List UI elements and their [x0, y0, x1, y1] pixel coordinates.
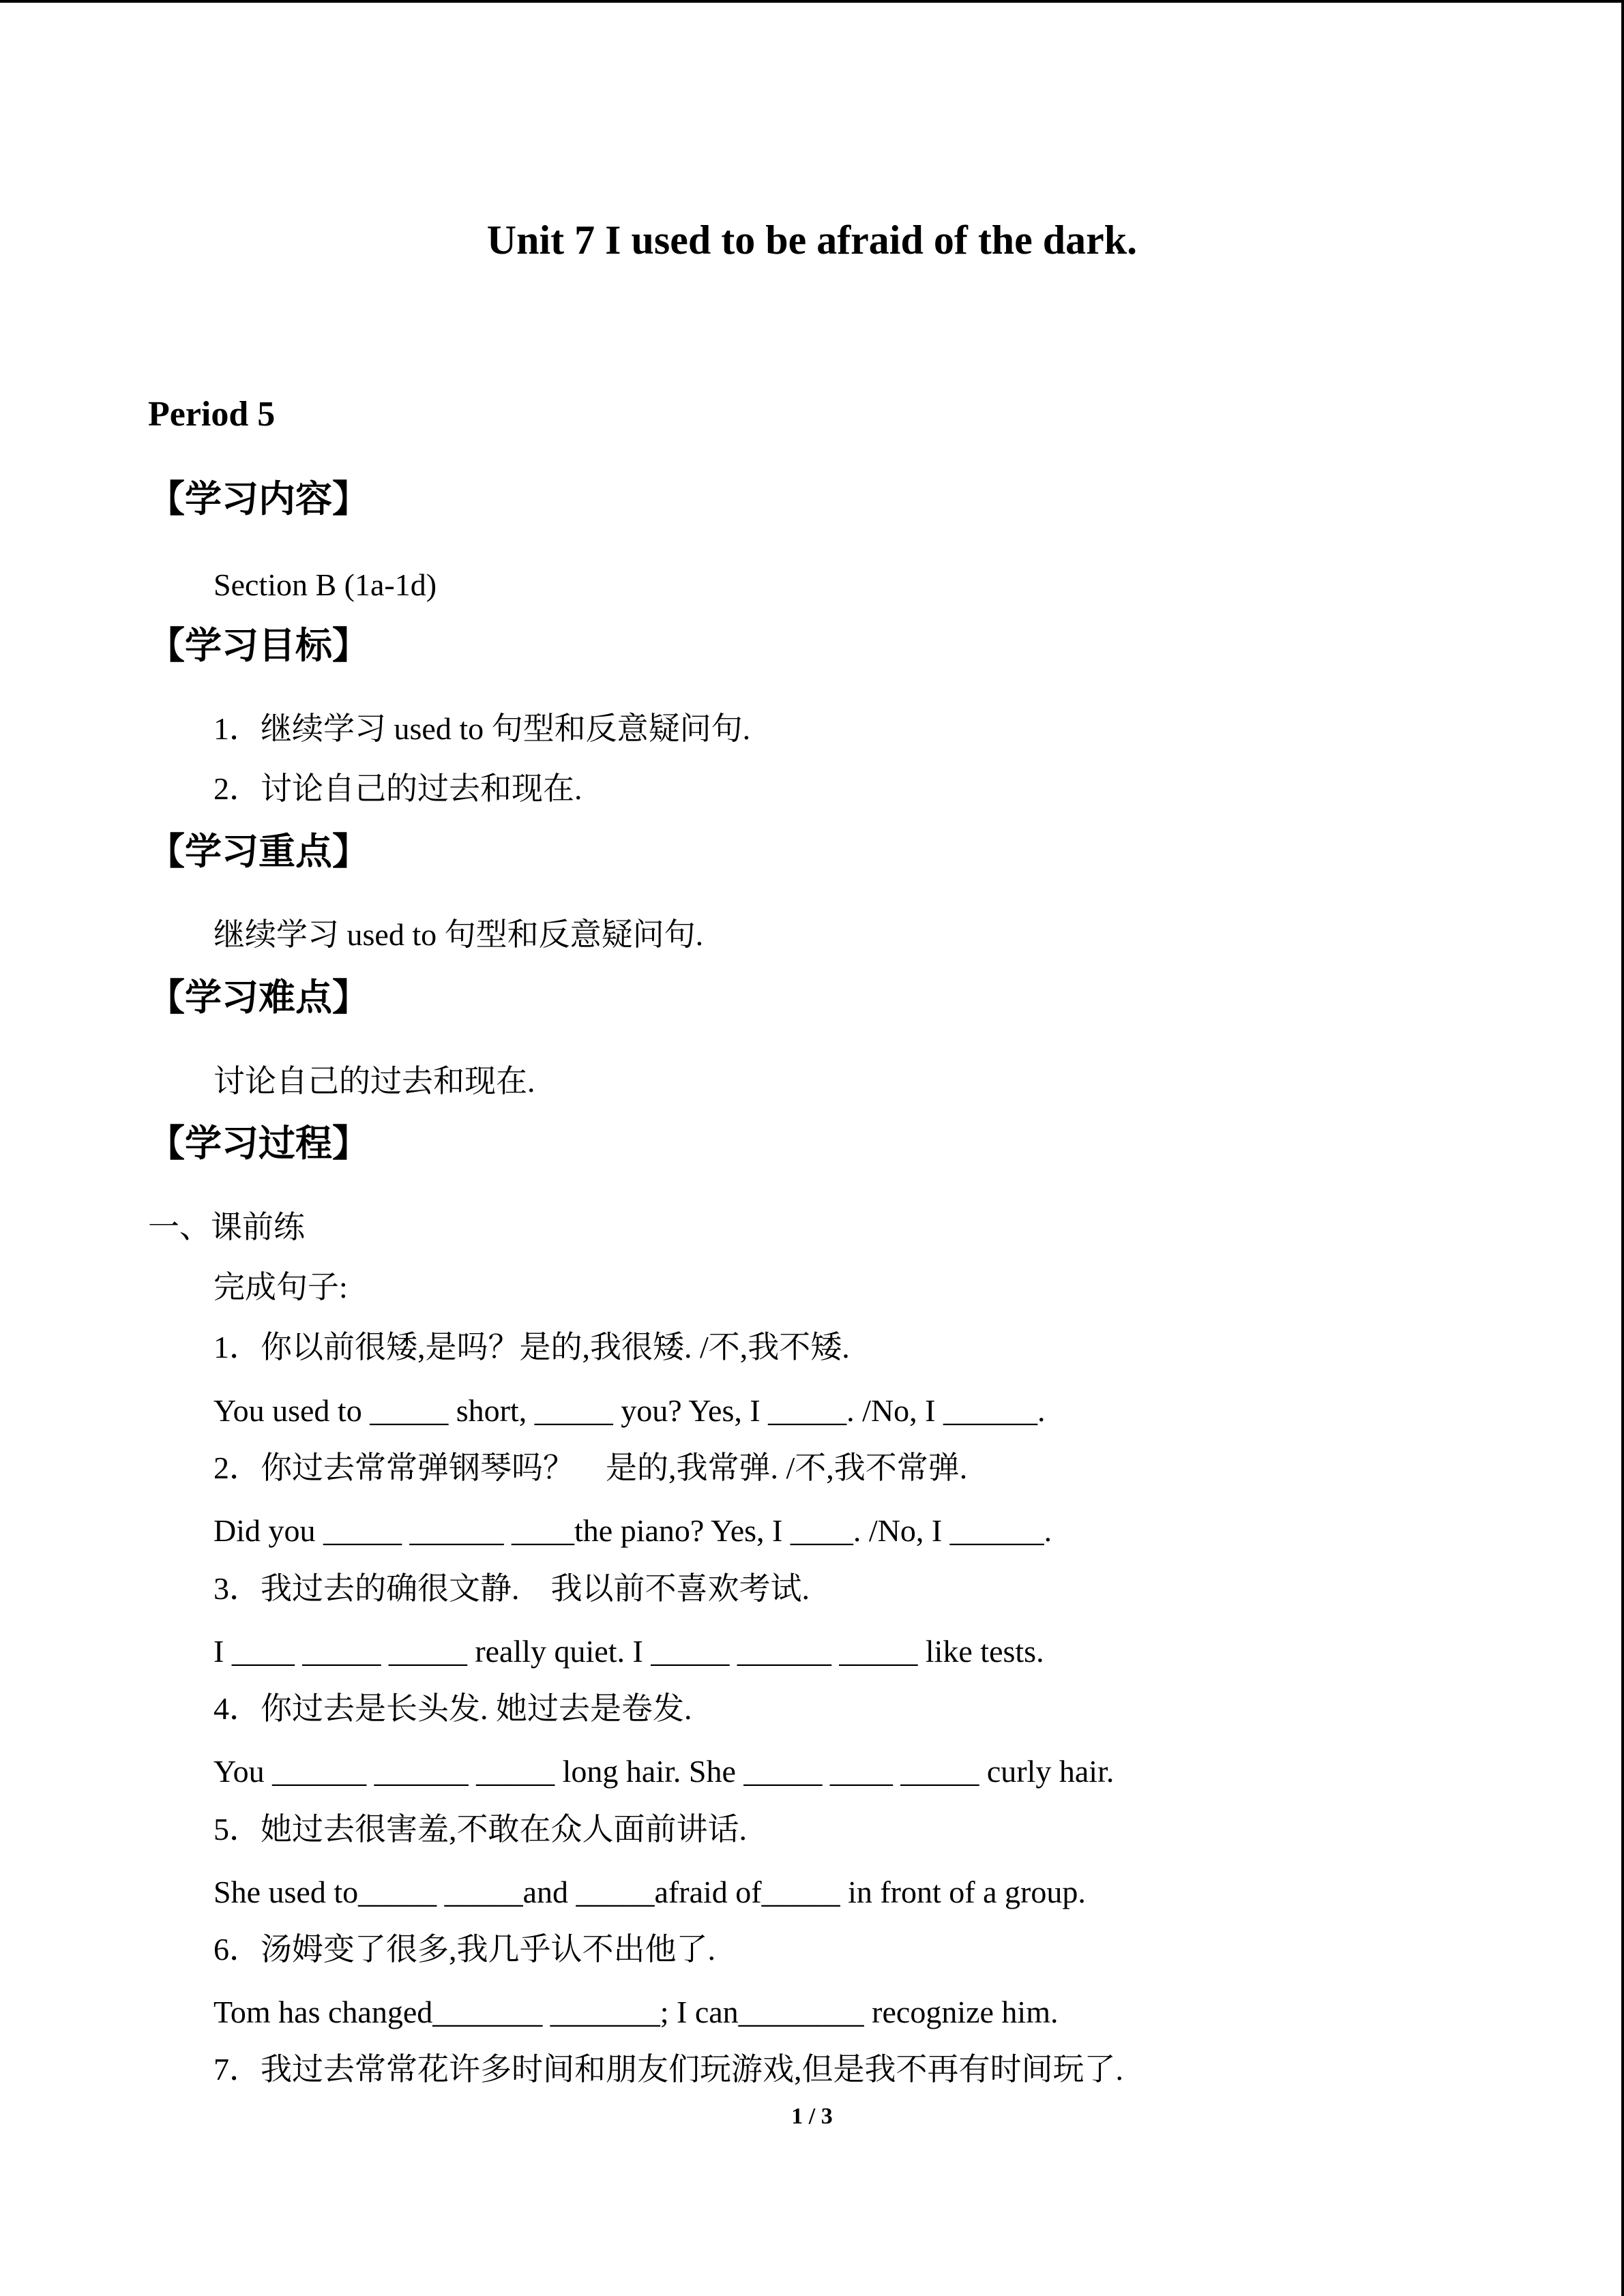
goal-item: 2．讨论自己的过去和现在. [213, 771, 582, 806]
period-label: Period 5 [148, 395, 276, 434]
exercise-cn: 6．汤姆变了很多,我几乎认不出他了. [213, 1932, 715, 1967]
exercise-cn: 7．我过去常常花许多时间和朋友们玩游戏,但是我不再有时间玩了. [213, 2052, 1123, 2087]
section-heading-difficulties: 【学习难点】 [148, 976, 369, 1019]
exercise-en: You ______ ______ _____ long hair. She _____ ____ _____ curly hair. [213, 1754, 1114, 1789]
page-title: Unit 7 I used to be afraid of the dark. [486, 218, 1138, 263]
section-heading-goals: 【学习目标】 [148, 624, 369, 667]
content-text: Section B (1a-1d) [213, 567, 437, 602]
section-heading-key-points: 【学习重点】 [148, 830, 369, 873]
exercise-cn: 2．你过去常常弹钢琴吗？ 是的,我常弹. /不,我不常弹. [213, 1450, 968, 1485]
exercise-en: She used to_____ _____and _____afraid of_____ in front of a group. [213, 1875, 1086, 1909]
exercise-en: You used to _____ short, _____ you? Yes, I _____. /No, I ______. [213, 1393, 1046, 1428]
section-heading-content: 【学习内容】 [148, 477, 369, 520]
key-points-text: 继续学习 used to 句型和反意疑问句. [213, 917, 704, 952]
exercise-en: Tom has changed_______ _______; I can________ recognize him. [213, 1995, 1059, 2029]
exercise-cn: 4．你过去是长头发. 她过去是卷发. [213, 1691, 692, 1726]
exercise-cn: 3．我过去的确很文静. 我以前不喜欢考试. [213, 1571, 810, 1606]
goal-item: 1．继续学习 used to 句型和反意疑问句. [213, 711, 751, 746]
exercise-cn: 1．你以前很矮,是吗？是的,我很矮. /不,我不矮. [213, 1330, 850, 1365]
page-right-border [1621, 0, 1624, 2296]
section-heading-process: 【学习过程】 [148, 1122, 369, 1165]
part-title: 一、课前练 [148, 1210, 305, 1244]
exercise-en: I ____ _____ _____ really quiet. I _____ ______ _____ like tests. [213, 1634, 1044, 1669]
exercise-en: Did you _____ ______ ____the piano? Yes, I ____. /No, I ______. [213, 1513, 1052, 1548]
exercise-cn: 5．她过去很害羞,不敢在众人面前讲话. [213, 1812, 747, 1847]
difficulties-text: 讨论自己的过去和现在. [213, 1064, 535, 1099]
page-top-border [0, 0, 1624, 3]
page-number: 1 / 3 [791, 2104, 833, 2129]
exercise-instruction: 完成句子: [213, 1270, 348, 1304]
